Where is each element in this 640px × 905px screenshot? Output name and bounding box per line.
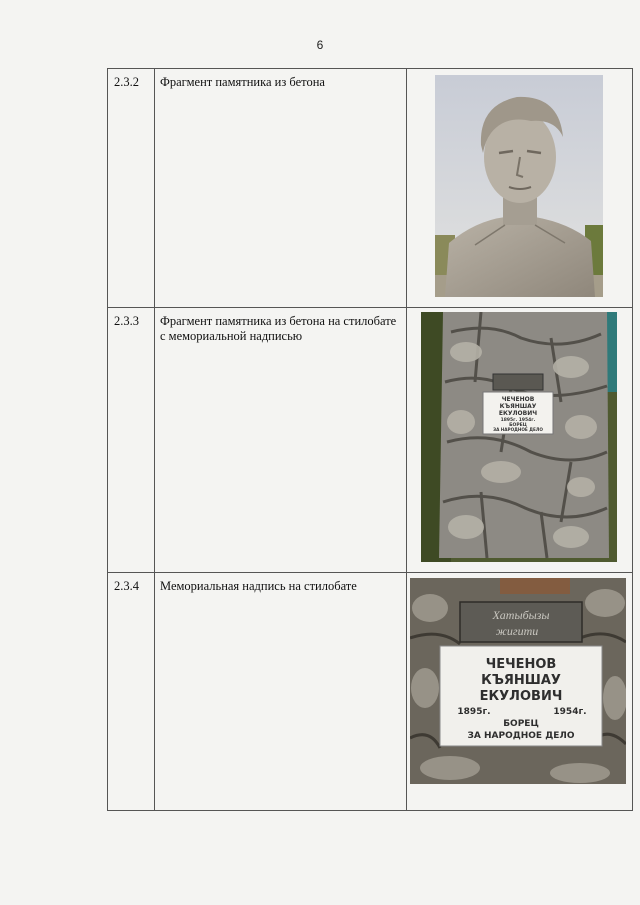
upper-plate-line: жигити [495,624,539,638]
plaque-line: БОРЕЦ [503,719,539,729]
item-photo-cell [407,573,633,811]
item-description: Мемориальная надпись на стилобате [155,573,407,811]
item-photo-cell [407,69,633,308]
plaque-year-death: 1954г. [553,707,587,717]
monument-elements-table [107,68,633,811]
table-row [108,573,633,811]
item-photo-cell [407,308,633,573]
page-number: 6 [316,38,324,52]
plaque-line: КЪЯНШАУ [481,673,561,688]
plaque-line: ЕКУЛОВИЧ [479,689,563,704]
plaque-line: ЧЕЧЕНОВ [501,396,535,403]
plaque-line: 1895г. 1954г. [500,418,536,423]
upper-plate-line: Хатыбызы [492,608,550,622]
stylobate-photo [421,312,617,562]
plaque-line: ЕКУЛОВИЧ [498,410,538,417]
plaque-line: ЧЕЧЕНОВ [485,657,557,672]
item-number: 2.3.4 [108,573,155,811]
plaque-line: ЗА НАРОДНОЕ ДЕЛО [467,731,575,741]
inscription-photo [410,578,626,784]
plaque-line: КЪЯНШАУ [499,403,537,410]
bust-photo [435,75,603,297]
item-description: Фрагмент памятника из бетона на стилобате с мемориальной надписью [155,308,407,573]
table-row [108,69,633,308]
plaque-year-birth: 1895г. [457,707,491,717]
table-row [108,308,633,573]
item-number: 2.3.3 [108,308,155,573]
plaque-line: ЗА НАРОДНОЕ ДЕЛО [493,427,543,432]
item-number: 2.3.2 [108,69,155,308]
item-description: Фрагмент памятника из бетона [155,69,407,308]
plaque-line: БОРЕЦ [509,423,527,428]
